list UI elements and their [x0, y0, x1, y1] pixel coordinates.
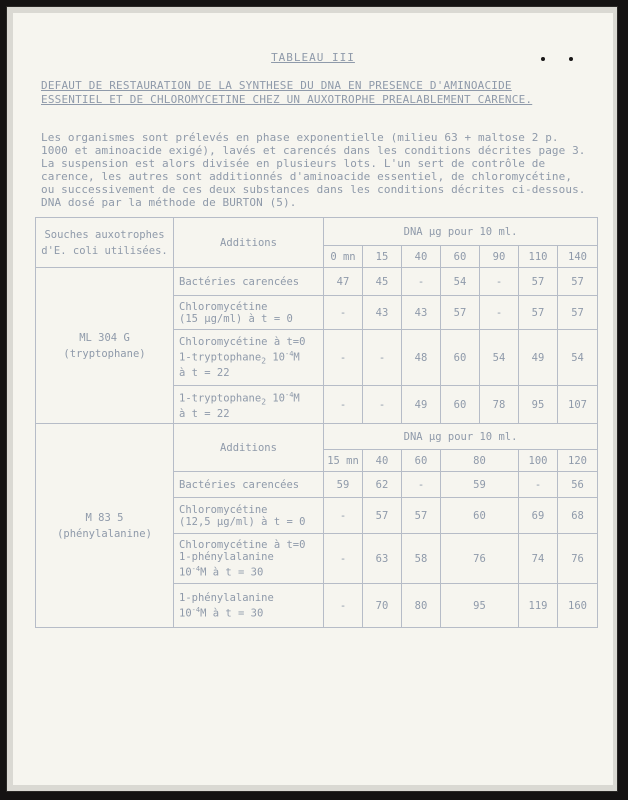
time-header: 110 — [519, 246, 558, 268]
value-cell: 59 — [324, 472, 363, 498]
value-cell: - — [324, 498, 363, 534]
addition-cell — [174, 498, 324, 534]
value-cell: 74 — [519, 534, 558, 584]
value-cell: 76 — [441, 534, 519, 584]
value-cell: 47 — [324, 268, 363, 296]
strain-cell — [36, 424, 174, 628]
time-header: 40 — [402, 246, 441, 268]
value-cell: - — [402, 472, 441, 498]
value-cell: 48 — [402, 330, 441, 386]
addition-label: 1-phénylalanine — [179, 550, 274, 563]
method-paragraph: Les organismes sont prélevés en phase exponentielle (milieu 63 + maltose 2 p. 1000 et aminoacide exigé), lavés et carencés dans les conditions décrites page 3. La suspension est alors divisée en plusieurs lots. L'un sert de contrôle de carence, les autres sont additionnés d'aminoacide essentiel, de chloromycétine, ou successivement de ces deux substances dans les conditions décrites ci-dessous. DNA dosé par la méthode de BURTON (5). — [41, 131, 586, 209]
value-cell: 160 — [558, 584, 598, 628]
addition-cell — [174, 268, 324, 296]
time-header: 80 — [441, 450, 519, 472]
time-header: 60 — [441, 246, 480, 268]
dna-synthesis-table — [35, 217, 598, 628]
value-cell: - — [324, 296, 363, 330]
value-cell: 60 — [441, 386, 480, 424]
time-header: 120 — [558, 450, 598, 472]
time-header: 15 mn — [324, 450, 363, 472]
value-cell: 58 — [402, 534, 441, 584]
addition-cell — [174, 584, 324, 628]
value-cell: 68 — [558, 498, 598, 534]
value-cell: 57 — [558, 296, 598, 330]
value-cell: 45 — [363, 268, 402, 296]
value-cell: 57 — [441, 296, 480, 330]
value-cell: 57 — [402, 498, 441, 534]
addition-label: $10^{-4}M$ à t = 30 — [179, 605, 264, 620]
addition-label: Bactéries carencées — [179, 275, 300, 288]
document-frame — [6, 6, 618, 792]
addition-label: 1-tryptophane$_2$ $10^{-4}M$ — [179, 349, 300, 366]
document-page — [13, 13, 613, 785]
value-cell: 43 — [402, 296, 441, 330]
addition-label: Chloromycétine à t=0 — [179, 538, 306, 551]
value-cell: 80 — [402, 584, 441, 628]
value-cell: 57 — [519, 268, 558, 296]
value-cell: 69 — [519, 498, 558, 534]
value-cell: - — [363, 386, 402, 424]
addition-label: Chloromycétine — [179, 300, 268, 313]
strains-header: Souches auxotrophes d'E. coli utilisées. — [36, 218, 174, 268]
addition-cell — [174, 296, 324, 330]
value-cell: - — [324, 584, 363, 628]
value-cell: 60 — [441, 330, 480, 386]
value-cell: - — [324, 386, 363, 424]
value-cell: - — [480, 268, 519, 296]
value-cell: 56 — [558, 472, 598, 498]
value-cell: 107 — [558, 386, 598, 424]
strain-name: ML 304 G — [79, 331, 130, 344]
value-cell: 49 — [402, 386, 441, 424]
value-cell: 95 — [441, 584, 519, 628]
value-cell: - — [324, 330, 363, 386]
table-title: TABLEAU III — [271, 51, 355, 64]
addition-cell — [174, 534, 324, 584]
time-header: 100 — [519, 450, 558, 472]
table-subtitle: DEFAUT DE RESTAURATION DE LA SYNTHESE DU DNA EN PRESENCE D'AMINOACIDE ESSENTIEL ET DE CHLOROMYCETINE CHEZ UN AUXOTROPHE PREALABLEMENT CARENCE. — [41, 79, 533, 106]
value-cell: 49 — [519, 330, 558, 386]
value-cell: 119 — [519, 584, 558, 628]
time-header: 40 — [363, 450, 402, 472]
addition-cell — [174, 330, 324, 386]
value-cell: 57 — [519, 296, 558, 330]
addition-label: 1-tryptophane$_2$ $10^{-4}M$ — [179, 390, 300, 407]
addition-label: Bactéries carencées — [179, 478, 300, 491]
strain-aminoacid: (tryptophane) — [63, 347, 146, 360]
addition-label: Chloromycétine à t=0 — [179, 335, 306, 348]
value-cell: 57 — [558, 268, 598, 296]
value-cell: - — [324, 534, 363, 584]
dna-header: DNA µg pour 10 ml. — [324, 218, 598, 246]
value-cell: 43 — [363, 296, 402, 330]
time-header: 15 — [363, 246, 402, 268]
value-cell: 70 — [363, 584, 402, 628]
addition-label: à t = 22 — [179, 408, 230, 421]
dna-header: DNA µg pour 10 ml. — [324, 424, 598, 450]
time-header: 60 — [402, 450, 441, 472]
addition-label: 1-phénylalanine — [179, 591, 274, 604]
value-cell: 59 — [441, 472, 519, 498]
value-cell: 78 — [480, 386, 519, 424]
value-cell: - — [519, 472, 558, 498]
value-cell: 54 — [441, 268, 480, 296]
strain-name: M 83 5 — [85, 511, 124, 524]
value-cell: 63 — [363, 534, 402, 584]
value-cell: - — [363, 330, 402, 386]
addition-cell — [174, 386, 324, 424]
addition-label: $10^{-4}M$ à t = 30 — [179, 564, 264, 579]
strain-cell — [36, 268, 174, 424]
addition-label: (15 µg/ml) à t = 0 — [179, 312, 293, 325]
value-cell: - — [480, 296, 519, 330]
time-header: 140 — [558, 246, 598, 268]
time-header: 0 mn — [324, 246, 363, 268]
value-cell: 62 — [363, 472, 402, 498]
value-cell: 76 — [558, 534, 598, 584]
addition-label: (12,5 µg/ml) à t = 0 — [179, 515, 306, 528]
addition-cell — [174, 472, 324, 498]
value-cell: 54 — [480, 330, 519, 386]
value-cell: 95 — [519, 386, 558, 424]
addition-label: à t = 22 — [179, 367, 230, 380]
value-cell: - — [402, 268, 441, 296]
additions-header: Additions — [174, 218, 324, 268]
value-cell: 60 — [441, 498, 519, 534]
value-cell: 54 — [558, 330, 598, 386]
additions-header: Additions — [174, 424, 324, 472]
time-header: 90 — [480, 246, 519, 268]
strain-aminoacid: (phénylalanine) — [57, 527, 152, 540]
value-cell: 57 — [363, 498, 402, 534]
addition-label: Chloromycétine — [179, 503, 268, 516]
